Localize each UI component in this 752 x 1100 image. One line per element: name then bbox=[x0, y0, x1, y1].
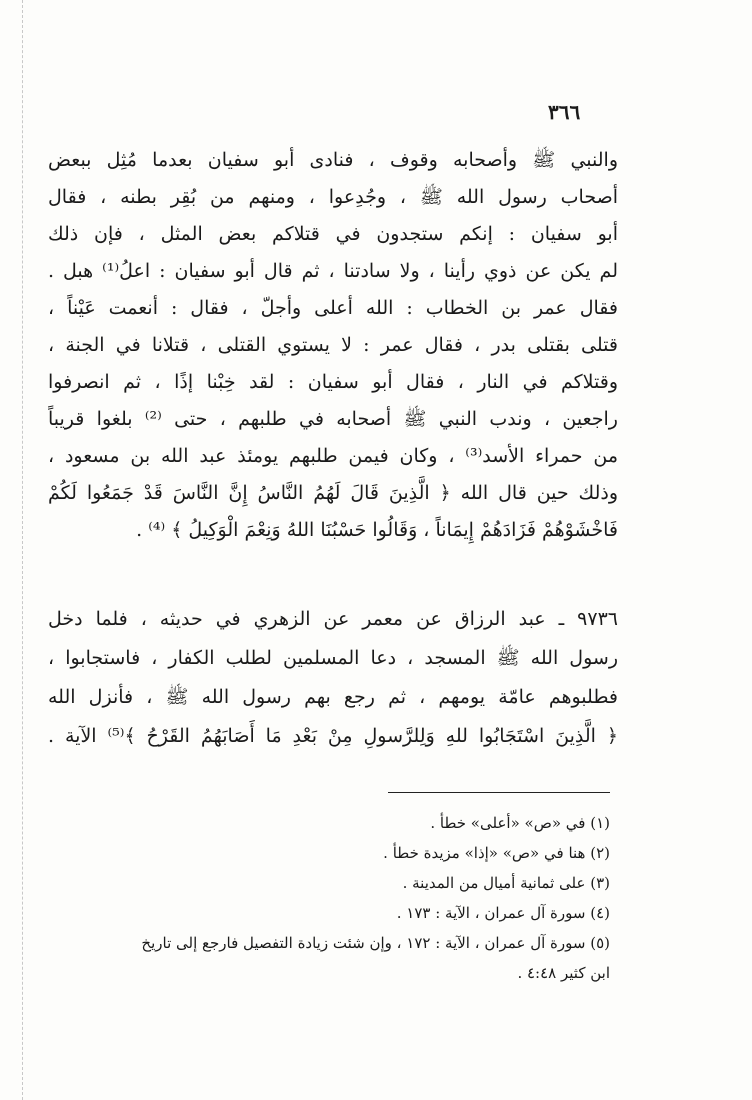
text-line: قتلى بقتلى بدر ، فقال عمر : لا يستوي القتلى ، قتلانا في الجنة ، bbox=[48, 334, 618, 356]
text-line: من حمراء الأسد⁽³⁾ ، وكان فيمن طلبهم يومئذ عبد الله بن مسعود ، bbox=[48, 445, 618, 467]
text-line: وقتلاكم في النار ، فقال أبو سفيان : لقد خِبْنا إذًا ، ثم انصرفوا bbox=[48, 371, 618, 393]
footnote: (٤) سورة آل عمران ، الآية : ١٧٣ . bbox=[396, 904, 610, 922]
footnote: (١) في «ص» «أعلى» خطأ . bbox=[430, 814, 610, 832]
text-line: والنبي ﷺ وأصحابه وقوف ، فنادى أبو سفيان بعدما مُثِل ببعض bbox=[48, 149, 618, 171]
page-gutter-line bbox=[22, 0, 23, 1100]
hadith-9736-block bbox=[48, 600, 618, 756]
footnote-separator bbox=[388, 792, 610, 793]
text-line: أبو سفيان : إنكم ستجدون في قتلاكم بعض المثل ، فإن ذلك bbox=[48, 223, 618, 245]
text-line: فَاخْشَوْهُمْ فَزَادَهُمْ إِيمَاناً ، وَقَالُوا حَسْبُنَا اللهُ وَنِعْمَ الْوَكِيلُ ﴾ ⁽⁴⁾ . bbox=[136, 519, 618, 541]
text-line: راجعين ، وندب النبي ﷺ أصحابه في طلبهم ، حتى ⁽²⁾ بلغوا قريباً bbox=[48, 408, 618, 430]
footnote: (٥) سورة آل عمران ، الآية : ١٧٢ ، وإن شئت زيادة التفصيل فارجع إلى تاريخ bbox=[141, 934, 610, 952]
footnote-continuation: ابن كثير ٤:٤٨ . bbox=[517, 964, 610, 982]
hadith-line: فطلبوهم عامّة يومهم ، ثم رجع بهم رسول الله ﷺ ، فأنزل الله bbox=[48, 686, 618, 708]
footnote: (٣) على ثمانية أميال من المدينة . bbox=[402, 874, 610, 892]
text-line: أصحاب رسول الله ﷺ ، وجُدِعوا ، ومنهم من بُقِر بطنه ، فقال bbox=[48, 186, 618, 208]
text-line: فقال عمر بن الخطاب : الله أعلى وأجلّ ، فقال : أنعمت عَيْناً ، bbox=[48, 297, 618, 319]
hadith-line: ﴿ الَّذِينَ اسْتَجَابُوا للهِ وَلِلرَّسولِ مِنْ بَعْدِ مَا أَصَابَهُمُ القَرْحُ ﴾⁽⁵⁾ الآية . bbox=[48, 725, 618, 747]
hadith-line: رسول الله ﷺ المسجد ، دعا المسلمين لطلب الكفار ، فاستجابوا ، bbox=[48, 647, 618, 669]
footnote: (٢) هنا في «ص» «إذا» مزيدة خطأ . bbox=[383, 844, 610, 862]
text-line: وذلك حين قال الله ﴿ الَّذِينَ قَالَ لَهُمُ النَّاسُ إِنَّ النَّاسَ قَدْ جَمَعُوا لَكُمْ bbox=[48, 482, 618, 504]
page-number: ٣٦٦ bbox=[548, 100, 581, 124]
main-text-block bbox=[48, 142, 618, 549]
text-line: لم يكن عن ذوي رأينا ، ولا سادتنا ، ثم قال أبو سفيان : اعلُ⁽¹⁾ هبل . bbox=[48, 260, 618, 282]
hadith-line: ٩٧٣٦ ـ عبد الرزاق عن معمر عن الزهري في حديثه ، فلما دخل bbox=[48, 608, 618, 630]
footnotes bbox=[48, 808, 610, 988]
